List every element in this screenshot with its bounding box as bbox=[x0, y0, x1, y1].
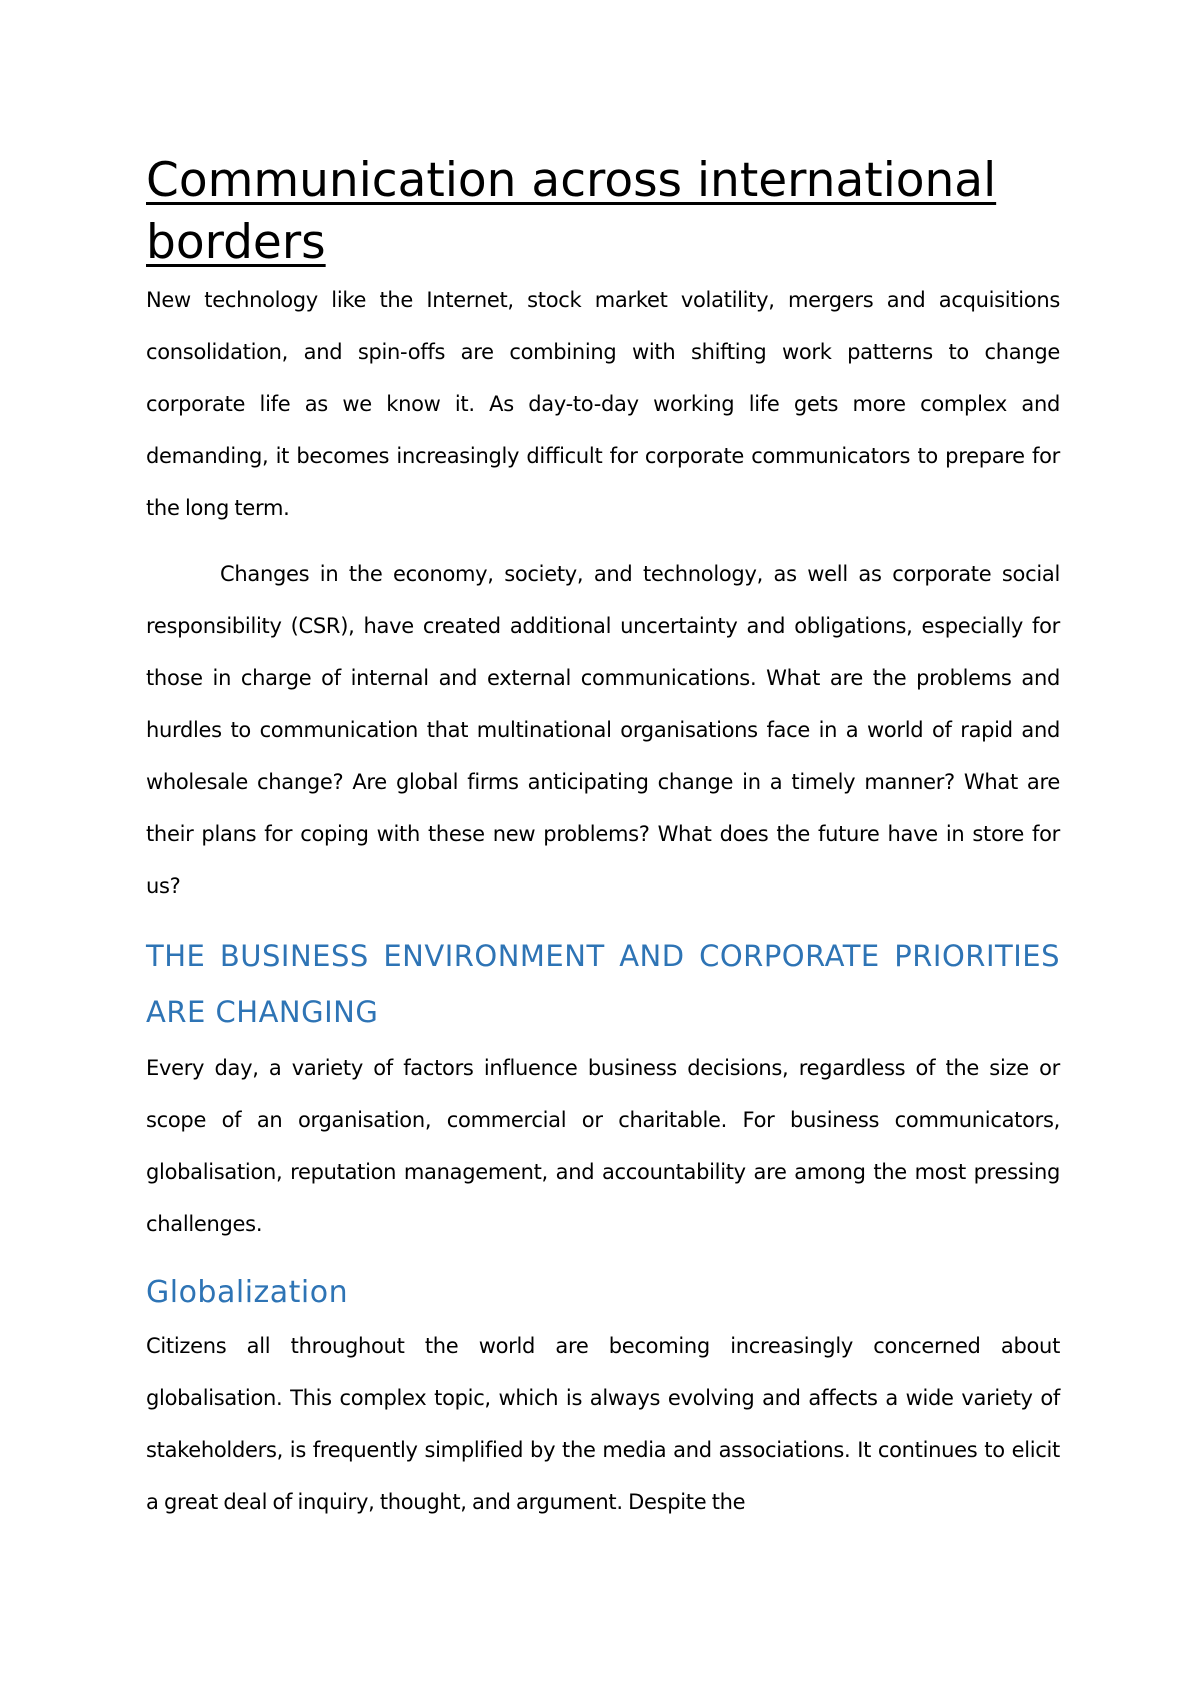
paragraph-globalization: Citizens all throughout the world are becoming increasingly concerned about globalisation. This complex topic, which is always evolving and affects a wide variety of stakeholders, is frequently simplified by the media and associations. It continues to elicit a great deal of inquiry, thought, and argument. Despite the bbox=[146, 1334, 1060, 1514]
section-heading-business-environment: THE BUSINESS ENVIRONMENT AND CORPORATE PRIORITIES ARE CHANGING bbox=[146, 939, 1060, 1029]
paragraph-factors: Every day, a variety of factors influence business decisions, regardless of the size or scope of an organisation, commercial or charitable. For business communicators, globalisation, reputation management, and accountability are among the most pressing challenges. bbox=[146, 1056, 1060, 1236]
document-body bbox=[146, 150, 1060, 1528]
paragraph-intro: New technology like the Internet, stock market volatility, mergers and acquisitions consolidation, and spin-offs are combining with shifting work patterns to change corporate life as we know it. As day-to-day working life gets more complex and demanding, it becomes increasingly difficult for corporate communicators to prepare for the long term. bbox=[146, 288, 1060, 520]
section-heading-globalization: Globalization bbox=[146, 1275, 349, 1310]
document-title: Communication across international borders bbox=[146, 153, 997, 270]
paragraph-changes: Changes in the economy, society, and technology, as well as corporate social responsibility (CSR), have created additional uncertainty and obligations, especially for those in charge of internal and external communications. What are the problems and hurdles to communication that multinational organisations face in a world of rapid and wholesale change? Are global firms anticipating change in a timely manner? What are their plans for coping with these new problems? What does the future have in store for us? bbox=[146, 562, 1060, 898]
